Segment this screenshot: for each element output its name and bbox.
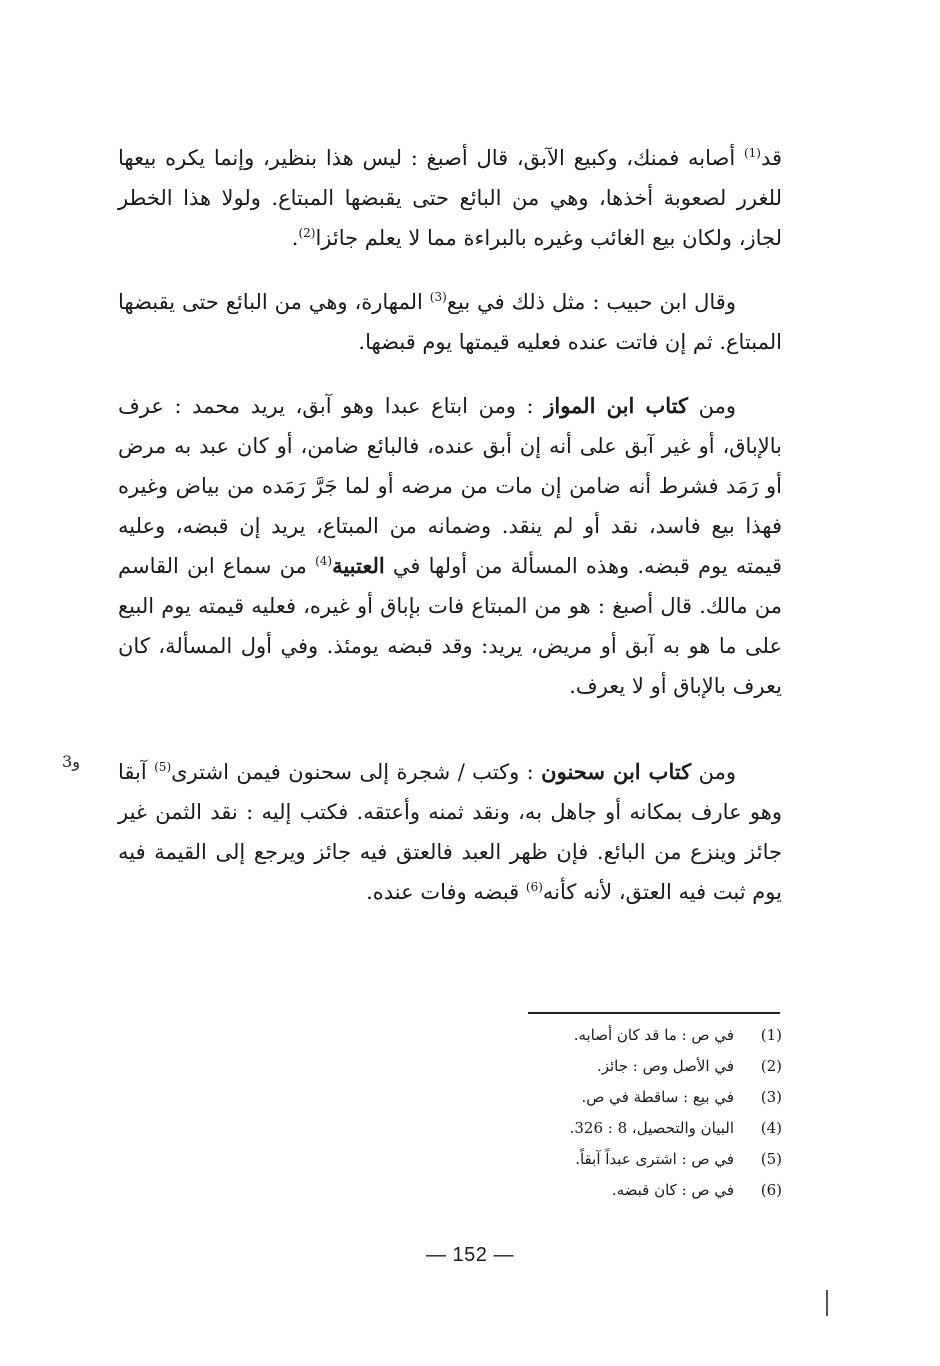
text-run: آبقا وهو عارف بمكانه أو جاهل به، ونقد ثمنه وأعتقه. فكتب إليه : نقد الثمن غير جائز وينزع من البائع. فإن ظهر العبد فالعتق فيه جائز ويرجع إلى القيمة فيه يوم ثبت فيه العتق، لأنه كأنه <box>118 760 782 904</box>
footnote-item <box>570 1051 782 1082</box>
paragraph-text <box>118 138 782 258</box>
footnote-text: في ص : ما قد كان أصابه. <box>573 1026 734 1044</box>
text-run: وقال ابن حبيب : مثل ذلك في بيع <box>446 290 736 314</box>
footnote-reference: (6) <box>525 880 543 894</box>
footnote-text: البيان والتحصيل، 8 : 326. <box>569 1119 734 1137</box>
footnote-item <box>570 1175 782 1206</box>
footnote-text: في ص : كان قبضه. <box>611 1181 734 1199</box>
footnote-text: في بيع : ساقطة في ص. <box>581 1088 734 1106</box>
paragraph-4 <box>118 752 782 912</box>
paragraph-text <box>118 282 782 362</box>
paragraph-2 <box>118 282 782 362</box>
paragraph-text <box>118 752 782 912</box>
footnote-reference: (2) <box>298 226 316 240</box>
text-run: أصابه فمنك، وكبيع الآبق، قال أصبغ : ليس هذا بنظير، وإنما يكره بيعها للغرر لصعوبة أخذها، وهي من البائع حتى يقبضها المبتاع. ولولا هذا الخطر لجاز، ولكان بيع الغائب وغيره بالبراءة مما لا يعلم جائزا <box>118 146 782 250</box>
paragraph-text <box>118 386 782 706</box>
text-run: ومن <box>688 394 736 418</box>
footnote-number: (5) <box>760 1150 782 1168</box>
footnote-reference: (1) <box>743 146 761 160</box>
footnote-text: في ص : اشترى عبداً آبقاً. <box>575 1150 734 1168</box>
footnote-number: (6) <box>760 1181 782 1199</box>
footnote-number: (4) <box>760 1119 782 1137</box>
footnote-reference: (4) <box>315 554 333 568</box>
footnote-item <box>570 1082 782 1113</box>
book-title: كتاب ابن سحنون <box>541 759 692 784</box>
footnote-separator <box>528 1012 780 1014</box>
book-title: كتاب ابن المواز <box>544 393 689 418</box>
text-run: قد <box>760 146 783 170</box>
footnotes <box>570 1020 782 1206</box>
footnote-item <box>570 1113 782 1144</box>
text-run: قبضه وفات عنده. <box>366 880 526 904</box>
footnote-item <box>570 1020 782 1051</box>
footnote-text: في الأصل وص : جائز. <box>596 1057 734 1075</box>
paragraph-1 <box>118 138 782 258</box>
text-run: . <box>291 226 299 250</box>
manuscript-folio-marker: 3و <box>62 752 80 771</box>
footnote-number: (2) <box>760 1057 782 1075</box>
text-run: ومن <box>691 760 736 784</box>
paragraph-3 <box>118 386 782 706</box>
text-run: : وكتب / شجرة إلى سحنون فيمن اشترى <box>171 760 542 784</box>
text-run: المهارة، وهي من البائع حتى يقبضها المبتاع. ثم إن فاتت عنده فعليه قيمتها يوم قبضها. <box>118 290 782 354</box>
footnote-reference: (5) <box>154 760 172 774</box>
footnote-item <box>570 1144 782 1175</box>
book-title: العتبية <box>332 553 385 578</box>
footnote-number: (1) <box>760 1026 782 1044</box>
text-run: : ومن ابتاع عبدا وهو آبق، يريد محمد : عرف بالإباق، أو غير آبق على أنه إن أبق عنده، فالبائع ضامن، أو كان عبد به مرض أو رَمَد فشرط أنه ضامن إن مات من مرضه أو لما جَرَّ رَمَده من بياض وغيره فهذا بيع فاسد، نقد أو لم ينقد. وضمانه من المبتاع، يريد إن قبضه، وعليه قيمته يوم قبضه. وهذه المسألة من أولها في <box>118 394 782 578</box>
footnote-number: (3) <box>760 1088 782 1106</box>
margin-tick <box>826 1290 828 1316</box>
page-number: — 152 — <box>426 1244 514 1266</box>
text-run: من سماع ابن القاسم من مالك. قال أصبغ : هو من المبتاع فات بإباق أو غيره، فعليه قيمته يوم البيع على ما هو به آبق أو مريض، يريد: وقد قبضه يومئذ. وفي أول المسألة، كان يعرف بالإباق أو لا يعرف. <box>118 554 782 698</box>
footnote-reference: (3) <box>429 290 447 304</box>
